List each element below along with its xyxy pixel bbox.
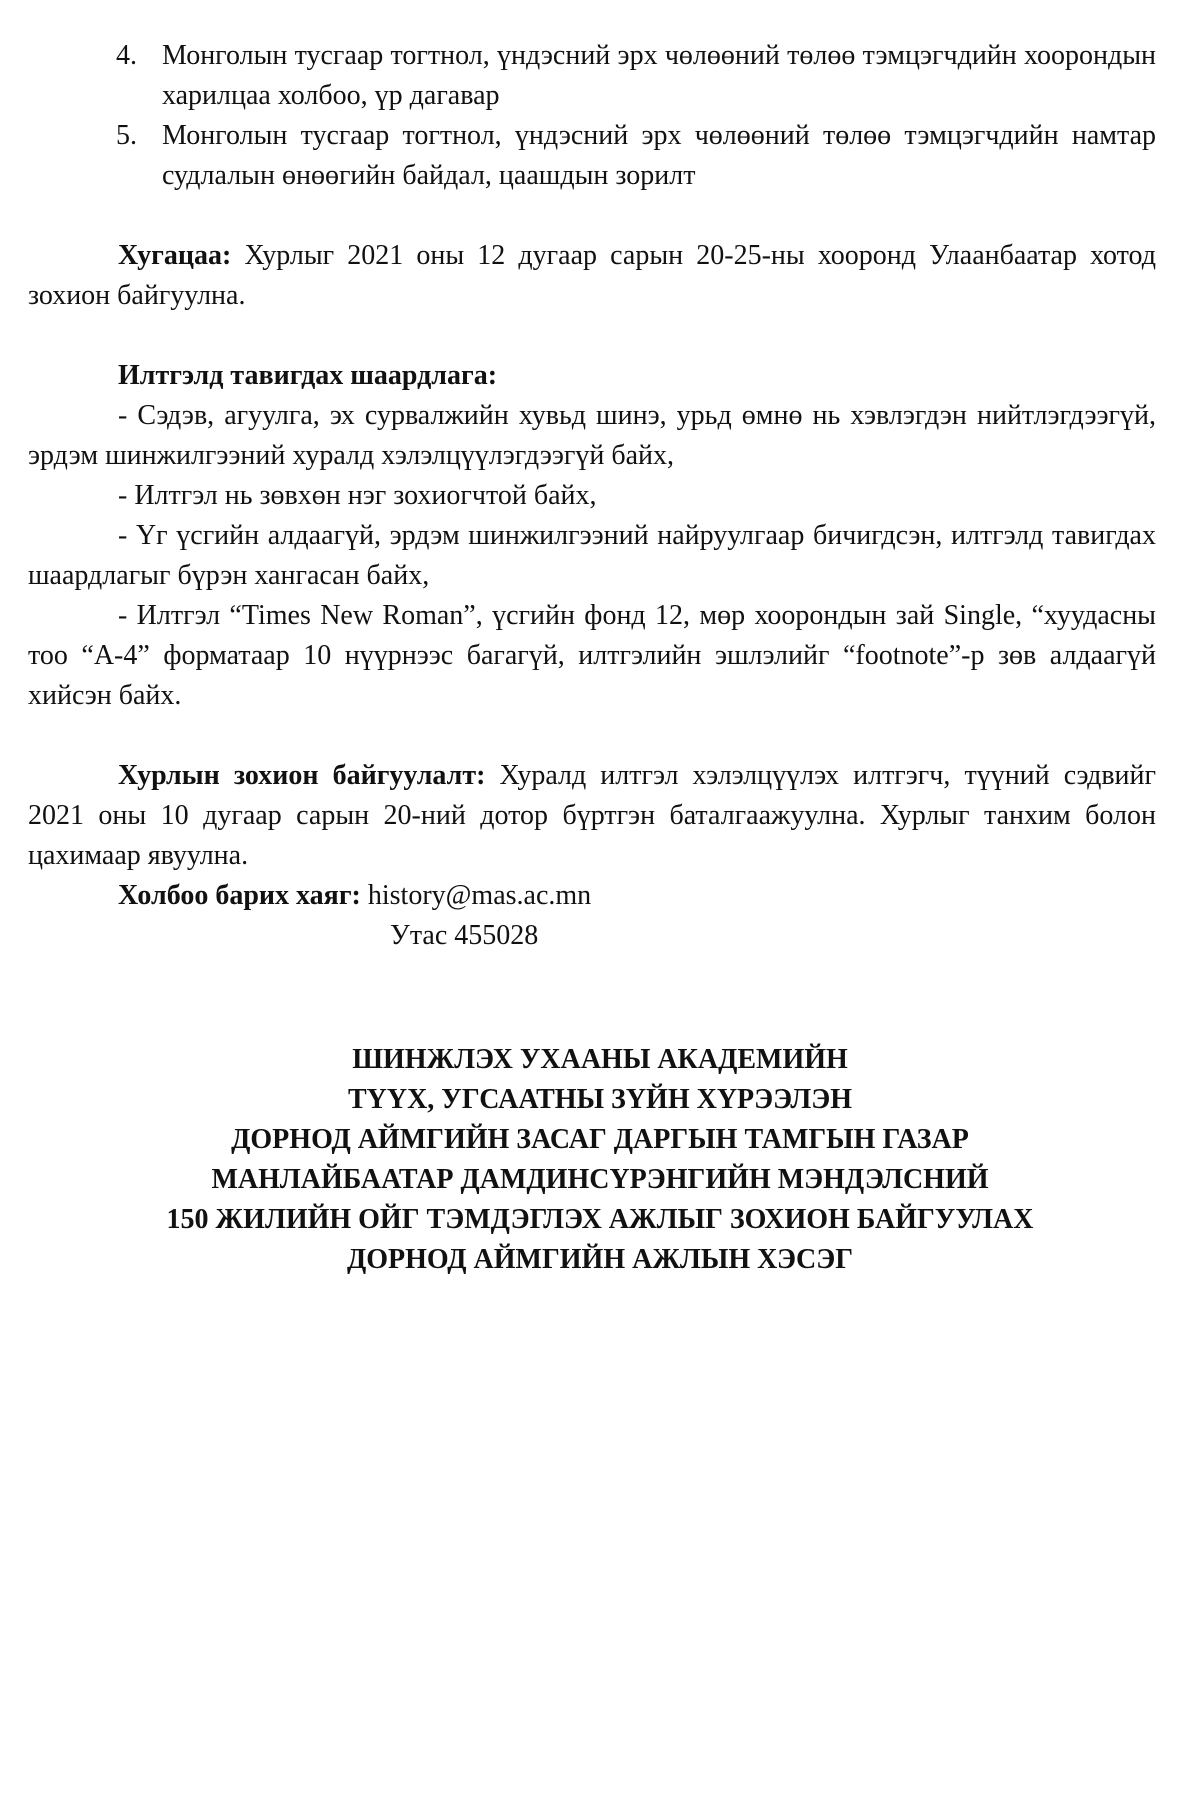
organizer-line: 150 ЖИЛИЙН ОЙГ ТЭМДЭГЛЭХ АЖЛЫГ ЗОХИОН БАЙГУУЛАХ — [166, 1204, 1034, 1235]
requirements-section — [28, 356, 1156, 716]
list-item-text: Монголын тусгаар тогтнол, үндэсний эрх чөлөөний төлөө тэмцэгчдийн хоорондын харилцаа холбоо, үр дагавар — [162, 40, 1156, 111]
organizers-block — [0, 1040, 1200, 1280]
organizer-line: ТҮҮХ, УГСААТНЫ ЗҮЙН ХҮРЭЭЛЭН — [347, 1084, 853, 1115]
duration-label: Хугацаа: — [118, 240, 232, 271]
organization-text: Хуралд илтгэл хэлэлцүүлэх илтгэгч, түүний сэдвийг 2021 оны 10 дугаар сарын 20-ний дотор бүртгэн баталгаажуулна. Хурлыг танхим болон цахимаар явуулна. — [28, 760, 1156, 871]
contact-email: history@mas.ac.mn — [360, 880, 592, 911]
organizer-line: ШИНЖЛЭХ УХААНЫ АКАДЕМИЙН — [352, 1044, 848, 1075]
list-item — [116, 36, 1156, 116]
contact-phone: Утас 455028 — [390, 920, 539, 951]
requirement-item: - Үг үсгийн алдаагүй, эрдэм шинжилгээний найруулгаар бичигдсэн, илтгэлд тавигдах шаардлагыг бүрэн хангасан байх, — [28, 520, 1156, 591]
requirement-item: - Илтгэл “Times New Roman”, үсгийн фонд 12, мөр хоорондын зай Single, “хуудасны тоо “A-4” форматаар 10 нүүрнээс багагүй, илтгэлийн эшлэлийг “footnote”-р зөв алдаагүй хийсэн байх. — [28, 600, 1156, 711]
organization-label: Хурлын зохион байгуулалт: — [118, 760, 486, 791]
duration-text: Хурлыг 2021 оны 12 дугаар сарын 20-25-ны хооронд Улаанбаатар хотод зохион байгуулна. — [28, 240, 1156, 311]
organizer-line: ДОРНОД АЙМГИЙН ЗАСАГ ДАРГЫН ТАМГЫН ГАЗАР — [231, 1124, 969, 1155]
topic-list — [116, 36, 1156, 196]
requirement-item: - Илтгэл нь зөвхөн нэг зохиогчтой байх, — [118, 480, 597, 511]
list-item — [116, 116, 1156, 196]
requirements-heading: Илтгэлд тавигдах шаардлага: — [118, 360, 498, 391]
contact-line — [118, 876, 591, 916]
list-item-number: 5. — [116, 120, 137, 151]
organizer-line: ДОРНОД АЙМГИЙН АЖЛЫН ХЭСЭГ — [346, 1244, 854, 1275]
organization-paragraph — [28, 756, 1156, 876]
contact-label: Холбоо барих хаяг: — [118, 880, 361, 911]
organizer-line: МАНЛАЙБААТАР ДАМДИНСҮРЭНГИЙН МЭНДЭЛСНИЙ — [211, 1164, 989, 1195]
duration-paragraph — [28, 236, 1156, 316]
requirement-item: - Сэдэв, агуулга, эх сурвалжийн хувьд шинэ, урьд өмнө нь хэвлэгдэн нийтлэгдээгүй, эрдэм шинжилгээний хуралд хэлэлцүүлэгдээгүй байх, — [28, 400, 1156, 471]
list-item-number: 4. — [116, 40, 137, 71]
list-item-text: Монголын тусгаар тогтнол, үндэсний эрх чөлөөний төлөө тэмцэгчдийн намтар судлалын өнөөгийн байдал, цаашдын зорилт — [162, 120, 1156, 191]
